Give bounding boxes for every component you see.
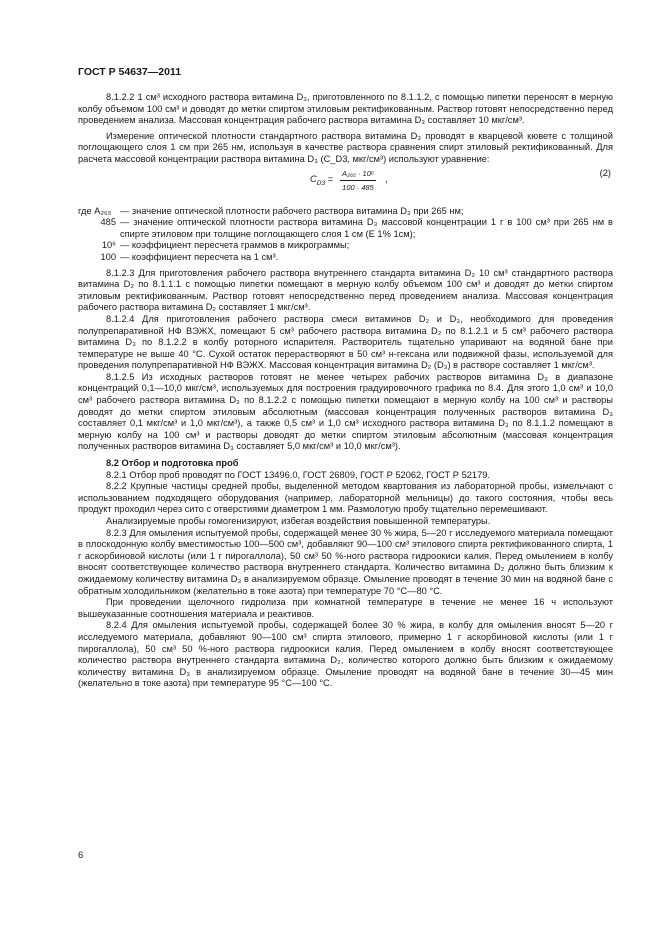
paragraph-8-1-2-5: 8.1.2.5 Из исходных растворов готовят не менее четырех рабочих растворов витамина D₃ в диапазоне концентраций 0,1—10,0 мкг/см³, используемых для построения градуировочного графика по 8.4. Для этого 1,0 см³ и 10,0 см³ рабочего раствора витамина D₃ по 8.1.2.2 с помощью пипетки помещают в мерную колбу на 100 см³ и растворы доводят до метки спиртом этиловым абсолютным (массовая концентрация полученных растворов витамина D₃ составляет 0,1 мкг/см³ и 1,0 мкг/см³), а также 0,5 см³ и 1,0 см³ исходного раствора витамина D₃ по 8.1.1.2 помещают в мерную колбу на 100 см³ и растворы доводят до метки спиртом этиловым абсолютным (массовая концентрация полученных растворов витамина D₃ составляет 5,0 мкг/см³ и 10,0 мкг/см³). <box>78 371 613 452</box>
paragraph-8-2-4: 8.2.4 Для омыления испытуемой пробы, содержащей более 30 % жира, в колбу для омыления вносят 5—20 г исследуемого материала, добавляют 90—100 см³ спирта этилового, примерно 1 г аскорбиновой кислоты (или 1 г пирогаллола), 50 см³ 50 %-ного раствора гидроокиси калия. Перед омылением в колбу вносят соответствующее количество раствора внутреннего стандарта витамина D₂, количество которого должно быть близким к ожидаемому количеству витамина D₃ в анализируемом образце. Омыление проводят на водяной бане в течение 30—45 мин (желательно в токе азота) при температуре 95 °С—100 °С. <box>78 620 613 689</box>
definition-text: — коэффициент пересчета на 1 см³. <box>120 251 279 262</box>
definition-text: — коэффициент пересчета граммов в микрограммы; <box>120 240 350 251</box>
paragraph-8-1-2-4: 8.1.2.4 Для приготовления рабочего раствора смеси витаминов D₂ и D₃, необходимого для проведения полупрепаративной НФ ВЭЖХ, помещают 5 см³ рабочего раствора витамина D₂ по 8.1.2.1 и 5 см³ рабочего раствора витамина D₃ по 8.1.2.2 в колбу роторного испарителя. Растворитель тщательно упаривают на водяной бане при температуре не выше 40 °С. Сухой остаток перерастворяют в 50 см³ н-гексана или подвижной фазы, используемой для проведения полупрепаративной НФ ВЭЖХ. Массовая концентрация витамина D₂ (D₃) в растворе составляет 1 мкг/см³. <box>78 313 613 371</box>
paragraph-homogenize: Анализируемые пробы гомогенизируют, избегая воздействия повышенной температуры. <box>106 516 491 526</box>
definition-symbol: где A₂₆₅ <box>78 205 112 216</box>
page-number: 6 <box>78 850 84 861</box>
paragraph-8-2-2: 8.2.2 Крупные частицы средней пробы, выделенной методом квартования из лабораторной пробы, измельчают с использованием подходящего оборудования (например, лабораторной мельницы) до такого состояния, чтобы весь продукт проходил через сито с отверстиями диаметром 1 мм. Размолотую пробу тщательно перемешивают. <box>78 481 613 515</box>
paragraph-hydrolysis: При проведении щелочного гидролиза при комнатной температуре в течение не менее 16 ч используют вышеуказанные соотношения материала и реактивов. <box>78 597 613 619</box>
formula-numerator: A₂₆₅ · 10⁶ <box>340 168 376 182</box>
definition-symbol: 485 <box>100 217 116 228</box>
formula-lhs: $C_{D3}$ = <box>310 173 334 187</box>
definition-text: — значение оптической плотности раствора витамина D₃ массовой концентрации 1 г в 100 см³ при 265 нм в спирте этиловом при толщине поглощающего слоя 1 см (E 1% 1см); <box>120 217 613 239</box>
section-heading-8-2: 8.2 Отбор и подготовка проб <box>106 458 239 469</box>
paragraph-8-1-2-2: 8.1.2.2 1 см³ исходного раствора витамина D₃, приготовленного по 8.1.1.2, с помощью пипетки переносят в мерную колбу объемом 100 см³ и доводят до метки спиртом этиловым ректификованным. Раствор готовят непосредственно перед проведением анализа. Массовая концентрация рабочего раствора витамина D₃ составляет 10 мкг/см³. <box>78 92 613 126</box>
formula-number: (2) <box>599 167 611 178</box>
definition-symbol: 100 <box>100 251 116 262</box>
document-header: ГОСТ Р 54637—2011 <box>78 66 182 78</box>
definition-symbol: 10⁶ <box>101 240 116 251</box>
definition-row <box>78 240 613 252</box>
formula-equals: = <box>327 173 334 184</box>
formula-2: $C_{D3}$ = $\frac{\text{A₂₆₅ · 10⁶}}{100 \cdot 485}$ , (2) <box>310 167 611 193</box>
page-body <box>78 92 613 690</box>
paragraph-8-2-1: 8.2.1 Отбор проб проводят по ГОСТ 13496.0, ГОСТ 26809, ГОСТ Р 52062, ГОСТ Р 52179. <box>106 469 490 480</box>
definition-text: — значение оптической плотности рабочего раствора витамина D₃ при 265 нм; <box>120 205 464 216</box>
formula-fraction <box>340 168 376 194</box>
paragraph-8-1-2-3: 8.1.2.3 Для приготовления рабочего раствора внутреннего стандарта витамина D₂ 10 см³ стандартного раствора витамина D₂ по 8.1.1.1 с помощью пипетки помещают в мерную колбу объемом 100 см³ и доводят до метки спиртом этиловым ректификованным. Раствор готовят непосредственно перед проведением анализа. Массовая концентрация рабочего раствора витамина D₂ составляет 1 мкг/см³. <box>78 267 613 313</box>
definition-row <box>78 206 613 218</box>
paragraph-optical-density: Измерение оптической плотности стандартного раствора витамина D₃ проводят в кварцевой кювете с толщиной поглощающего слоя 1 см при 265 нм, используя в качестве раствора сравнения спирт этиловый ректификованный. Для расчета массовой концентрации раствора витамина D₃ (C_D3, мкг/см³) используют уравнение: <box>78 130 613 164</box>
definition-row <box>78 217 613 240</box>
formula-denominator: 100 · 485 <box>342 183 374 193</box>
definition-row <box>78 252 613 264</box>
formula-definitions <box>78 206 613 264</box>
paragraph-8-2-3: 8.2.3 Для омыления испытуемой пробы, содержащей менее 30 % жира, 5—20 г исследуемого материала помещают в плоскодонную колбу вместимостью 100—500 см³, добавляют 90—100 см³ этилового спирта ректификованного спирта, 1 г аскорбиновой кислоты (или 1 г пирогаллола), 50 см³ 50 %-ного раствора гидроокиси калия. Перед омылением в колбу вносят соответствующее количество раствора внутреннего стандарта. Количество витамина D₂ должно быть близким к ожидаемому количеству витамина D₃ в анализируемом образце. Омыление проводят в течение 30 мин на водяной бане с обратным холодильником (желательно в токе азота) при температуре 70 °С—80 °С. <box>78 527 613 596</box>
